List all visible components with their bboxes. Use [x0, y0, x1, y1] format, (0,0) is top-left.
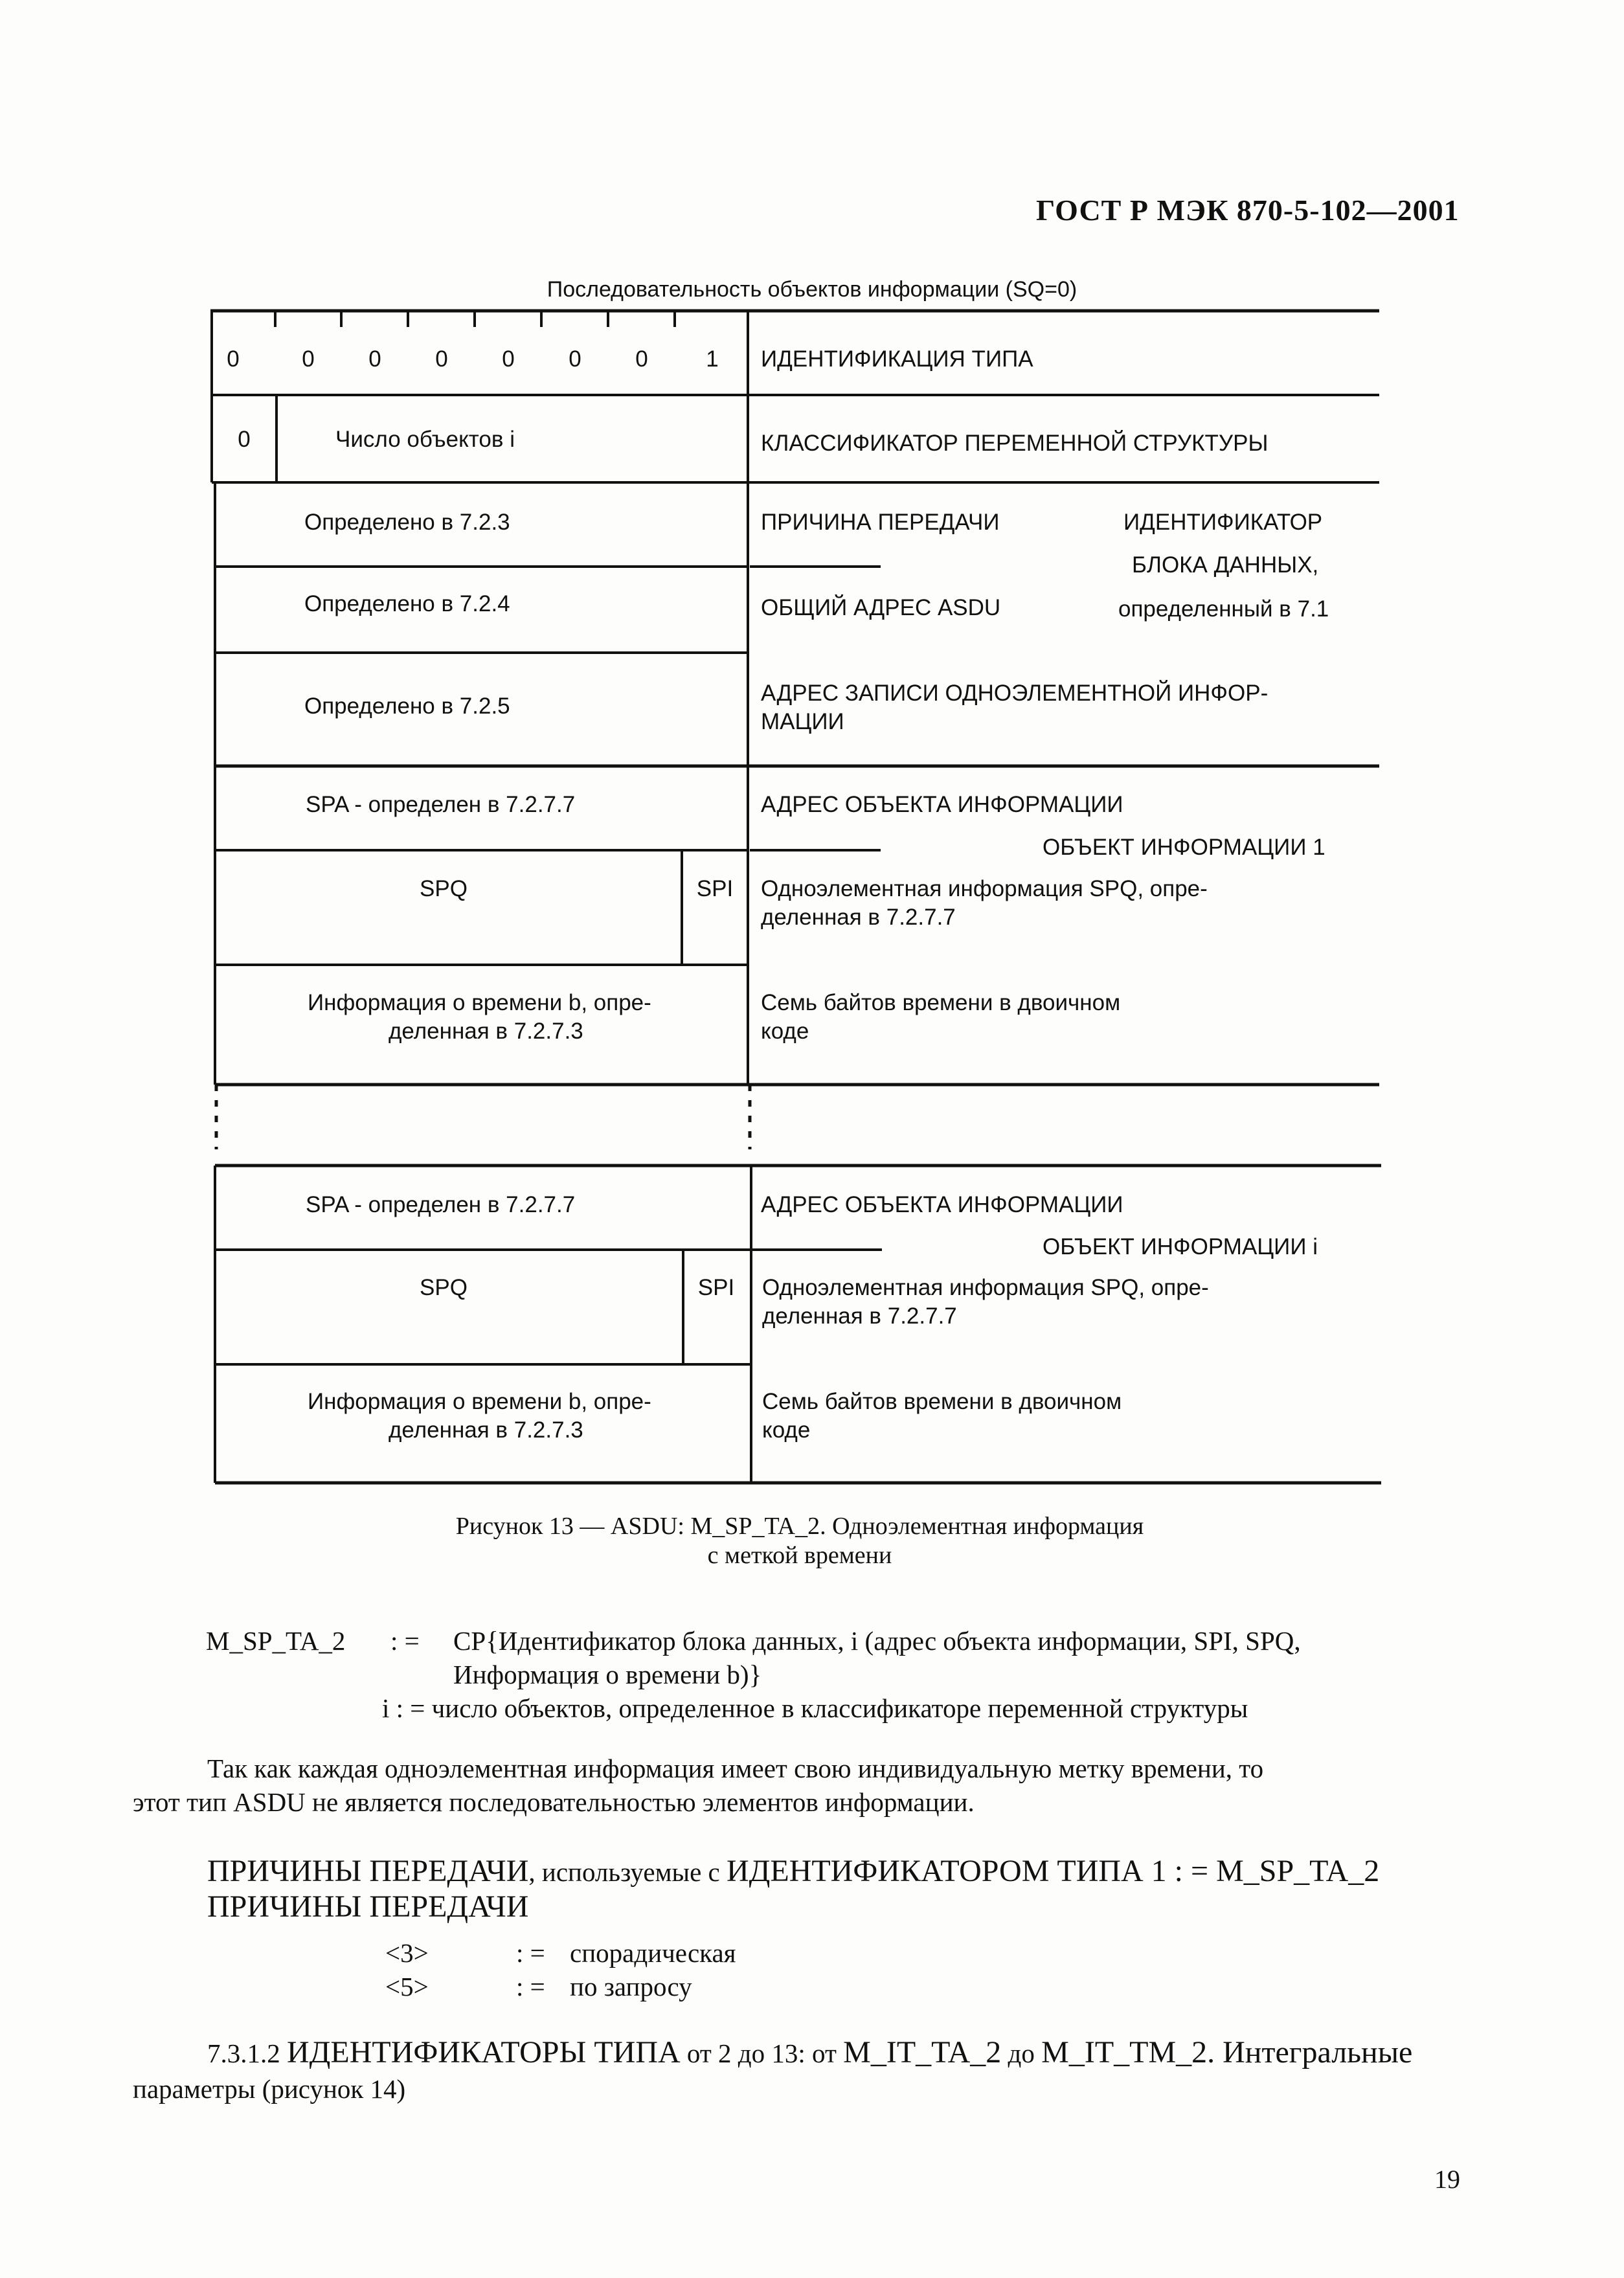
- page-number: 19: [1434, 2165, 1460, 2194]
- obji-time-desc2: коде: [762, 1417, 811, 1443]
- obj1-spq-desc2: деленная в 7.2.7.7: [761, 905, 956, 930]
- obji-label: ОБЪЕКТ ИНФОРМАЦИИ i: [1043, 1234, 1318, 1259]
- section-a: ИДЕНТИФИКАТОРЫ ТИПА: [287, 2035, 681, 2069]
- cot-item-2-desc: по запросу: [570, 1972, 692, 2002]
- obj1-spq-desc1: Одноэлементная информация SPQ, опре-: [761, 876, 1208, 901]
- type-id-label: ИДЕНТИФИКАЦИЯ ТИПА: [761, 346, 1033, 372]
- cot-heading-b: , используемые с: [528, 1857, 727, 1887]
- obj1-time2: деленная в 7.2.7.3: [389, 1019, 583, 1044]
- bit-3: 0: [569, 346, 581, 372]
- standard-header: ГОСТ Р МЭК 870-5-102—2001: [1036, 194, 1460, 227]
- cot-heading-c: ИДЕНТИФИКАТОРОМ ТИПА 1 : = M_SP_TA_2: [726, 1854, 1380, 1888]
- cot-heading-a: ПРИЧИНЫ ПЕРЕДАЧИ: [207, 1854, 529, 1888]
- i-definition: i : = число объектов, определенное в классификаторе переменной структуры: [382, 1693, 1248, 1723]
- figure-caption-line1: Рисунок 13 — ASDU: M_SP_TA_2. Одноэлементная информация: [455, 1513, 1144, 1540]
- obj1-time-desc1: Семь байтов времени в двоичном: [761, 990, 1121, 1015]
- obji-spq-desc1: Одноэлементная информация SPQ, опре-: [762, 1275, 1209, 1300]
- section-e: M_IT_TM_2: [1041, 2035, 1208, 2069]
- cot-item-1-desc: спорадическая: [570, 1938, 736, 1968]
- cot-heading-line1: [207, 1853, 1379, 1889]
- def-724: Определено в 7.2.4: [304, 591, 510, 616]
- obj1-spi: SPI: [696, 876, 734, 901]
- obj1-spa: SPA - определен в 7.2.7.7: [306, 792, 576, 817]
- cot-item-2-code: <5>: [385, 1972, 429, 2002]
- section-number: 7.3.1.2: [207, 2038, 280, 2068]
- obj1-label: ОБЪЕКТ ИНФОРМАЦИИ 1: [1043, 835, 1325, 860]
- cot-item-1-code: <3>: [385, 1938, 429, 1968]
- record-addr-line2: МАЦИИ: [761, 709, 844, 734]
- obj1-spq: SPQ: [420, 876, 468, 901]
- bit-1: 1: [706, 346, 719, 372]
- obji-time2: деленная в 7.2.7.3: [389, 1417, 583, 1443]
- sq-bit: 0: [238, 427, 251, 452]
- bit-7: 0: [302, 346, 315, 372]
- cot-item-2-op: : =: [516, 1972, 545, 2002]
- num-objects-label: Число объектов i: [335, 427, 515, 452]
- bit-4: 0: [502, 346, 515, 372]
- obji-spi: SPI: [697, 1275, 735, 1300]
- obji-time1: Информация о времени b, опре-: [308, 1389, 651, 1414]
- bit-5: 0: [435, 346, 448, 372]
- obji-spa: SPA - определен в 7.2.7.7: [306, 1192, 576, 1217]
- section-c: M_IT_TA_2: [843, 2035, 1002, 2069]
- cot-heading-line2: ПРИЧИНЫ ПЕРЕДАЧИ: [207, 1889, 529, 1924]
- definition-op: : =: [390, 1626, 420, 1656]
- paragraph-line1: Так как каждая одноэлементная информация имеет свою индивидуальную метку времени, то: [207, 1754, 1264, 1783]
- def-723: Определено в 7.2.3: [304, 510, 510, 535]
- figure-title: Последовательность объектов информации (SQ=0): [547, 277, 1077, 302]
- section-d: до: [1001, 2038, 1042, 2068]
- obji-spq: SPQ: [420, 1275, 468, 1300]
- obji-spq-desc2: деленная в 7.2.7.7: [762, 1303, 957, 1329]
- bit-8: 0: [227, 346, 240, 372]
- obj1-addr: АДРЕС ОБЪЕКТА ИНФОРМАЦИИ: [761, 792, 1123, 817]
- bit-6: 0: [368, 346, 381, 372]
- dui-line1: ИДЕНТИФИКАТОР: [1123, 510, 1323, 535]
- obji-addr: АДРЕС ОБЪЕКТА ИНФОРМАЦИИ: [761, 1192, 1123, 1217]
- record-addr-line1: АДРЕС ЗАПИСИ ОДНОЭЛЕМЕНТНОЙ ИНФОР-: [761, 681, 1269, 706]
- section-b: от 2 до 13: от: [680, 2038, 844, 2068]
- cot-label: ПРИЧИНА ПЕРЕДАЧИ: [761, 510, 1000, 535]
- bit-2: 0: [635, 346, 648, 372]
- dui-line2: БЛОКА ДАННЫХ,: [1132, 552, 1319, 578]
- cot-item-1-op: : =: [516, 1938, 545, 1968]
- common-addr-label: ОБЩИЙ АДРЕС ASDU: [761, 595, 1001, 620]
- dui-line3: определенный в 7.1: [1118, 596, 1329, 622]
- section-heading-line1: [207, 2035, 1412, 2070]
- obji-time-desc1: Семь байтов времени в двоичном: [762, 1389, 1122, 1414]
- section-f: . Интегральные: [1207, 2035, 1413, 2069]
- paragraph-line2: этот тип ASDU не является последовательностью элементов информации.: [133, 1787, 975, 1817]
- definition-rhs-line1: CP{Идентификатор блока данных, i (адрес объекта информации, SPI, SPQ,: [453, 1626, 1301, 1656]
- definition-rhs-line2: Информация о времени b)}: [453, 1660, 762, 1689]
- vsq-label: КЛАССИФИКАТОР ПЕРЕМЕННОЙ СТРУКТУРЫ: [761, 431, 1269, 456]
- obj1-time1: Информация о времени b, опре-: [308, 990, 651, 1015]
- def-725: Определено в 7.2.5: [304, 694, 510, 719]
- definition-lhs: M_SP_TA_2: [206, 1626, 346, 1656]
- obj1-time-desc2: коде: [761, 1019, 809, 1044]
- section-heading-line2: параметры (рисунок 14): [133, 2074, 406, 2104]
- figure-caption-line2: с меткой времени: [707, 1542, 892, 1569]
